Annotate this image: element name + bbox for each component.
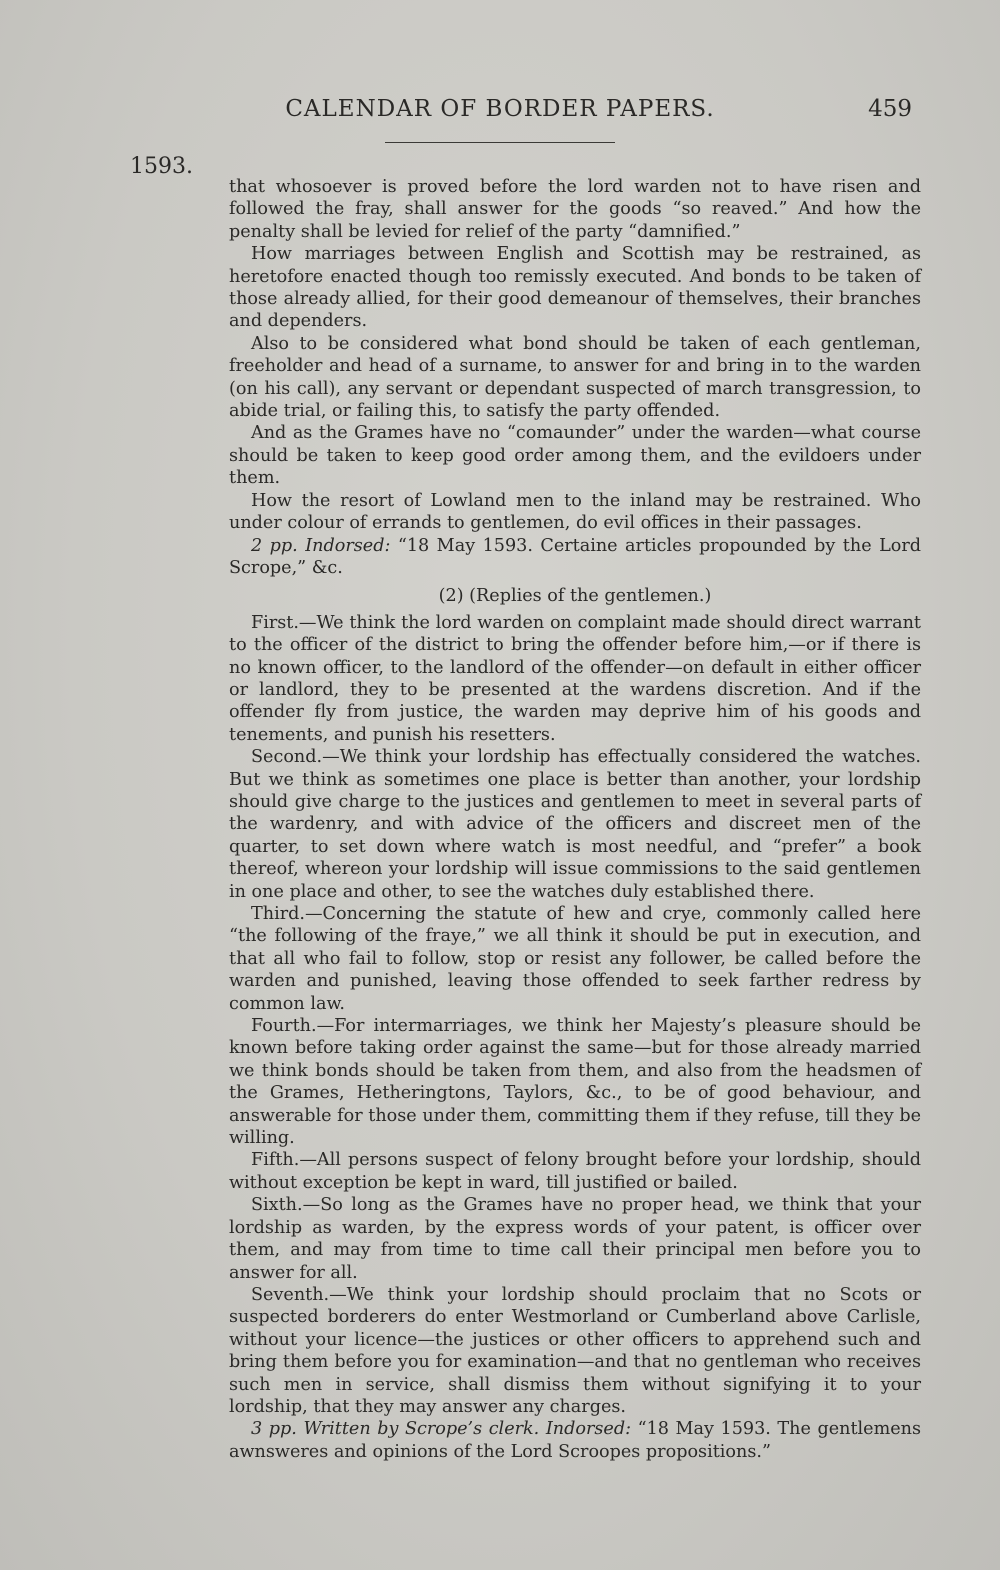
paragraph-grames: And as the Grames have no “comaunder” under the warden—what course should be taken to keep good order among them, and the evildoers under them. [229,423,921,489]
paragraph-marriages: How marriages between English and Scottish may be restrained, as heretofore enacted though too remissly executed. And bonds to be taken of those already allied, for their good demeanour of themselves, their branches and dependers. [229,244,921,332]
margin-year: 1593. [130,154,193,179]
written-by: Written by Scrope’s clerk. [303,1419,540,1440]
paragraph-indorsement-1 [229,535,921,580]
paragraph-third: Third.—Concerning the statute of hew and crye, commonly called here “the following of the fraye,” we all think it should be put in execution, and that all who fail to follow, stop or resist any follower, be called before the warden and punished, leaving those offended to seek farther redress by common law. [229,904,921,1014]
page-count: 2 pp. [251,535,298,556]
paragraph-fray: that whosoever is proved before the lord warden not to have risen and followed the fray, shall answer for the goods “so reaved.” And how the penalty shall be levied for relief of the party “damnified.” [229,177,921,242]
indorsed-label: Indorsed: [545,1419,632,1440]
indorsement-text: “18 May 1593. Certaine articles propounded by the Lord Scrope,” &c. [229,535,922,578]
paragraph-lowland: How the resort of Lowland men to the inland may be restrained. Who under colour of errands to gentlemen, do evil offices in their passages. [229,490,921,534]
paragraph-sixth: Sixth.—So long as the Grames have no proper head, we think that your lordship as warden, by the express words of your patent, is officer over them, and may from time to time call their principal men before you to answer for all. [229,1195,921,1283]
header-rule [385,142,615,143]
page-count: 3 pp. [251,1419,297,1440]
section-subheading: (2) (Replies of the gentlemen.) [438,586,712,607]
paragraph-second: Second.—We think your lordship has effectually considered the watches. But we think as sometimes one place is better than another, your lordship should give charge to the justices and gentlemen to meet in several parts of the wardenry, and with advice of the officers and discreet men of the quarter, to set down where watch is most needful, and “prefer” a book thereof, whereon your lordship will issue commissions to the said gentlemen in one place and other, to see the watches duly established there. [229,747,921,902]
paragraph-indorsement-2 [229,1418,921,1463]
indorsed-label: Indorsed: [305,535,391,556]
paragraph-fourth: Fourth.—For intermarriages, we think her Majesty’s pleasure should be known before taking order against the same—but for those already married we think bonds should be taken from them, and also from the headsmen of the Grames, Hetheringtons, Taylors, &c., to be of good behaviour, and answerable for those under them, committing them if they refuse, till they be willing. [229,1016,921,1149]
page-number: 459 [868,96,912,122]
paragraph-fifth: Fifth.—All persons suspect of felony brought before your lordship, should without exception be kept in ward, till justified or bailed. [229,1150,921,1193]
body-text [229,176,921,1463]
paragraph-first: First.—We think the lord warden on complaint made should direct warrant to the officer of the district to bring the offender before him,—or if there is no known officer, to the landlord of the offender—on default in either officer or landlord, they to be presented at the wardens discretion. And if the offender fly from justice, the warden may deprive him of his goods and tenements, and punish his resetters. [229,612,921,745]
running-title: CALENDAR OF BORDER PAPERS. [285,96,715,122]
indorsement-text: “18 May 1593. The gentlemens awnsweres and opinions of the Lord Scroopes propositions.” [229,1419,922,1462]
paragraph-seventh: Seventh.—We think your lordship should proclaim that no Scots or suspected borderers do enter Westmorland or Cumberland above Carlisle, without your licence—the justices or other officers to apprehend such and bring them before you for examination—and that no gentleman who receives such men in service, shall dismiss them without signifying it to your lordship, that they may answer any charges. [229,1284,921,1417]
paragraph-bond: Also to be considered what bond should be taken of each gentleman, freeholder and head of a surname, to answer for and bring in to the warden (on his call), any servant or dependant suspected of march transgression, to abide trial, or failing this, to satisfy the party offended. [229,333,921,422]
